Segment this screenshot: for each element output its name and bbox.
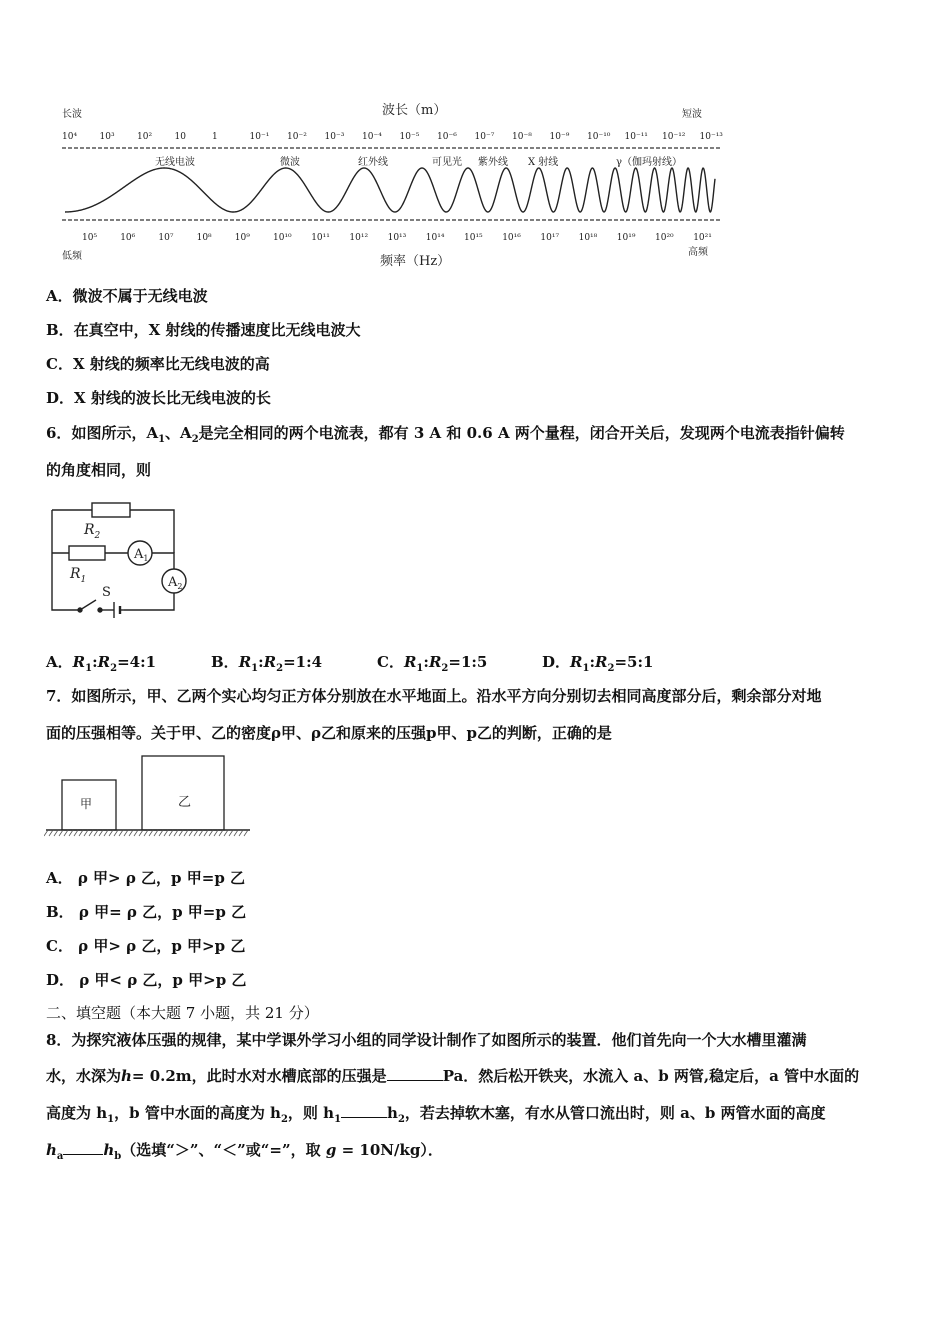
q8-blank-ha-hb[interactable]	[63, 1140, 103, 1155]
q6-stem-line1: 6．如图所示，$A_1$、$A_2$是完全相同的两个电流表，都有 3 A 和 0.6 A 两个量程，闭合开关后，发现两个电流表指针偏转	[46, 424, 845, 445]
q5-option-b: B．在真空中，X 射线的传播速度比无线电波大	[46, 321, 361, 339]
low-freq-label: 低频	[62, 251, 82, 262]
block-yi-label: 乙	[178, 795, 192, 810]
band-label: 紫外线	[478, 157, 508, 168]
q6-option-d: D．$R_1:R_2=5:1$	[542, 653, 654, 674]
q6-circuit-diagram	[44, 496, 194, 621]
q7-option-c: C． ρ 甲> ρ 乙，p 甲>p 乙	[46, 937, 246, 955]
frequency-tick-labels	[82, 233, 712, 243]
a2-label: $A_2$	[168, 575, 183, 591]
frequency-tick: 10²¹	[693, 233, 712, 243]
q7-blocks-diagram	[44, 754, 254, 840]
q7-stem-line1: 7．如图所示，甲、乙两个实心均匀正方体分别放在水平地面上。沿水平方向分别切去相同高度部分后，剩余部分对地	[46, 687, 822, 705]
q6-stem-line2: 的角度相同，则	[46, 461, 152, 479]
switch-s	[80, 600, 96, 610]
r1-label: $R_1$	[70, 566, 87, 585]
frequency-tick: 10¹¹	[311, 233, 330, 243]
frequency-tick: 10⁶	[120, 233, 136, 243]
frequency-tick: 10¹⁶	[502, 233, 521, 243]
q6-option-a: A．$R_1:R_2=4:1$	[46, 653, 157, 674]
long-wave-label: 长波	[62, 109, 82, 120]
block-yi	[142, 756, 224, 830]
q8-stem-line1: 8．为探究液体压强的规律，某中学课外学习小组的同学设计制作了如图所示的装置．他们首先向一个大水槽里灌满	[46, 1031, 807, 1049]
frequency-tick: 10⁹	[234, 233, 250, 243]
q7-stem-line2: 面的压强相等。关于甲、乙的密度ρ甲、ρ乙和原来的压强p甲、p乙的判断，正确的是	[46, 724, 612, 742]
wavelength-tick-labels	[62, 132, 723, 142]
q7-option-b: B． ρ 甲= ρ 乙，p 甲=p 乙	[46, 903, 247, 921]
wavelength-tick: 10³	[99, 132, 115, 142]
band-labels	[155, 155, 682, 168]
wavelength-tick: 10	[174, 132, 186, 142]
frequency-tick: 10¹⁷	[540, 233, 560, 243]
wave-curve	[65, 168, 715, 212]
wavelength-tick: 10²	[137, 132, 153, 142]
frequency-tick: 10¹²	[349, 233, 369, 243]
wavelength-tick: 10⁻¹³	[699, 132, 723, 142]
wavelength-tick: 10⁻⁹	[549, 132, 570, 142]
block-jia-label: 甲	[80, 797, 93, 811]
q8-stem-line4: $h_a$ $h_b$（选填“＞”、“＜”或“=”，取 g = 10N/kg）．	[46, 1141, 443, 1162]
wavelength-tick: 10⁻³	[324, 132, 345, 142]
wavelength-tick: 10⁴	[62, 132, 78, 142]
frequency-tick: 10¹⁹	[616, 233, 636, 243]
frequency-tick: 10¹³	[387, 233, 407, 243]
q5-option-d: D．X 射线的波长比无线电波的长	[46, 389, 271, 407]
ground-hatch	[44, 830, 248, 836]
wavelength-tick: 10⁻¹	[249, 132, 270, 142]
wavelength-tick: 10⁻²	[287, 132, 307, 142]
q8-blank-h1-h2[interactable]	[341, 1103, 387, 1118]
q7-option-d: D． ρ 甲< ρ 乙，p 甲>p 乙	[46, 971, 247, 989]
frequency-tick: 10¹⁰	[273, 233, 292, 243]
wavelength-tick: 10⁻⁶	[437, 132, 457, 142]
band-label: 无线电波	[155, 157, 195, 168]
band-label: 微波	[280, 157, 300, 168]
frequency-tick: 10¹⁸	[578, 233, 598, 243]
q6-option-b: B．$R_1:R_2=1:4$	[211, 653, 323, 674]
band-label: 红外线	[358, 157, 388, 168]
band-label: γ（伽玛射线）	[616, 157, 682, 168]
band-label: X 射线	[528, 157, 559, 168]
short-wave-label: 短波	[682, 109, 702, 120]
wavelength-tick: 10⁻¹¹	[624, 132, 648, 142]
wavelength-tick: 10⁻¹²	[662, 132, 686, 142]
frequency-tick: 10⁵	[82, 233, 98, 243]
section-title: 二、填空题（本大题 7 小题，共 21 分）	[46, 1004, 319, 1022]
frequency-tick: 10¹⁴	[425, 233, 445, 243]
q7-option-a: A． ρ 甲> ρ 乙，p 甲=p 乙	[46, 869, 246, 887]
wavelength-tick: 1	[212, 132, 218, 142]
frequency-tick: 10⁸	[196, 233, 212, 243]
wavelength-tick: 10⁻⁴	[362, 132, 382, 142]
a1-label: $A_1$	[134, 547, 149, 563]
wavelength-tick: 10⁻¹⁰	[587, 132, 611, 142]
resistor-r2	[92, 503, 130, 517]
q6-option-c: C．$R_1:R_2=1:5$	[377, 653, 488, 674]
wavelength-axis-title: 波长（m）	[382, 103, 447, 118]
wavelength-tick: 10⁻⁷	[474, 132, 495, 142]
r2-label: $R_2$	[84, 522, 101, 541]
frequency-tick: 10¹⁵	[464, 233, 483, 243]
q8-stem-line2: 水，水深为h= 0.2m，此时水对水槽底部的压强是 Pa．然后松开铁夹，水流入 a、b 两管,稳定后，a 管中水面的	[46, 1067, 860, 1085]
wavelength-tick: 10⁻⁸	[512, 132, 532, 142]
resistor-r1	[69, 546, 105, 560]
q5-option-a: A．微波不属于无线电波	[46, 287, 208, 305]
frequency-axis-title: 频率（Hz）	[380, 254, 451, 269]
q8-blank-pressure[interactable]	[387, 1066, 443, 1081]
frequency-tick: 10⁷	[158, 233, 174, 243]
q8-stem-line3: 高度为 $h_1$，b 管中水面的高度为 $h_2$，则 $h_1$ $h_2$，若去掉软木塞，有水从管口流出时，则 a、b 两管水面的高度	[46, 1104, 826, 1125]
band-label: 可见光	[432, 157, 462, 168]
frequency-tick: 10²⁰	[655, 233, 674, 243]
high-freq-label: 高频	[688, 247, 708, 258]
switch-label: S	[102, 585, 111, 600]
em-spectrum-figure	[60, 95, 725, 270]
wavelength-tick: 10⁻⁵	[399, 132, 420, 142]
q5-option-c: C．X 射线的频率比无线电波的高	[46, 355, 270, 373]
